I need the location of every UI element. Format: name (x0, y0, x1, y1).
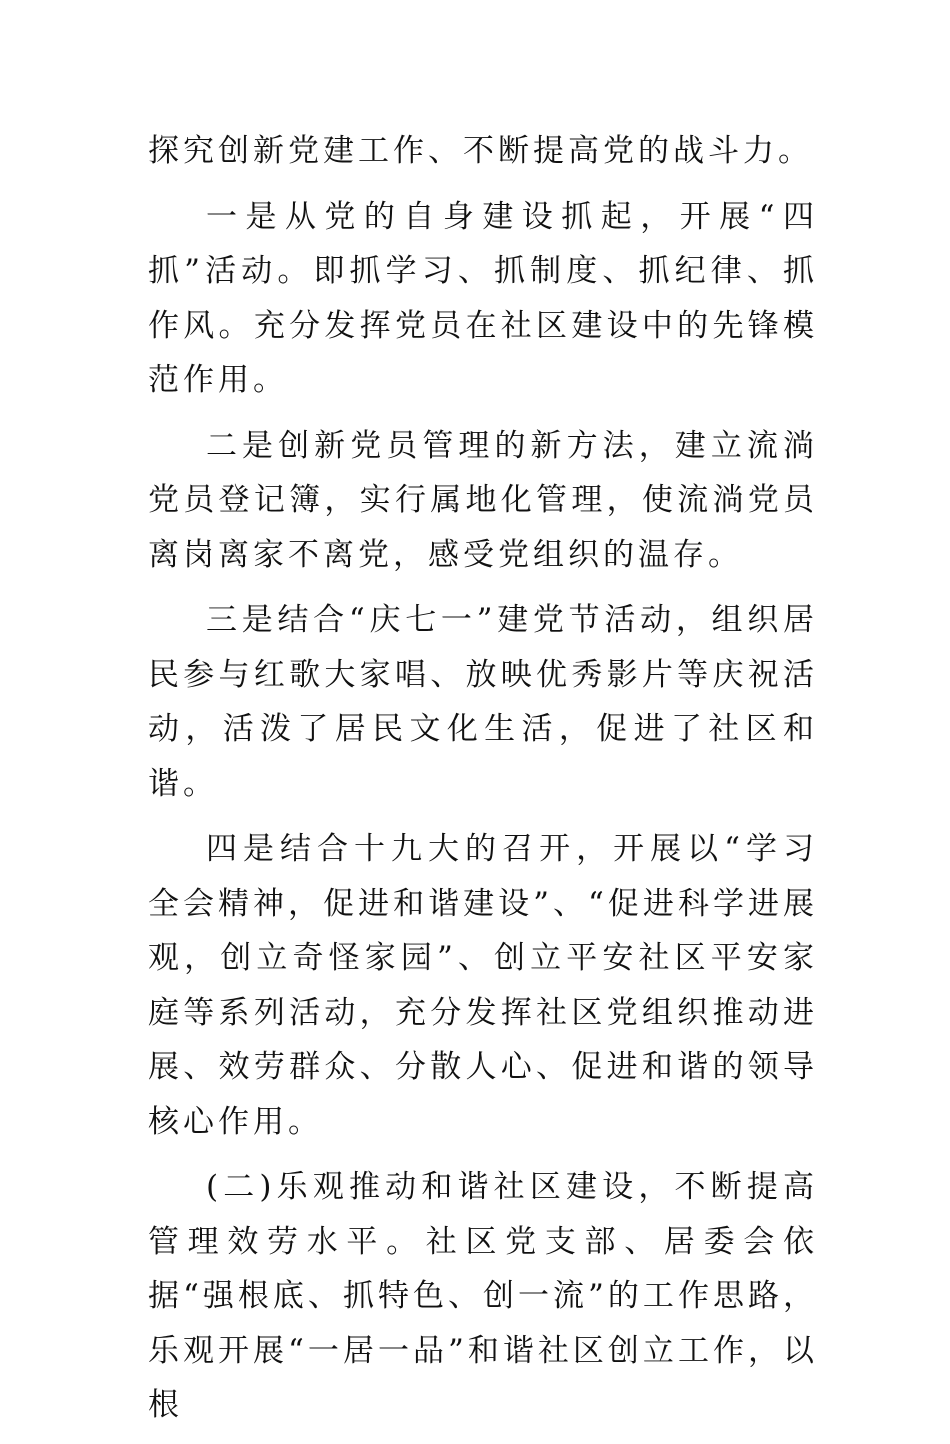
paragraph-continuation: 探究创新党建工作、不断提高党的战斗力。 (148, 133, 813, 169)
document-body (148, 124, 818, 1444)
paragraph-point-two: 二是创新党员管理的新方法，建立流淌党员登记簿，实行属地化管理，使流淌党员离岗离家不离党，感受党组织的温存。 (148, 427, 818, 573)
paragraph-point-one: 一是从党的自身建设抓起，开展“四抓”活动。即抓学习、抓制度、抓纪律、抓作风。充分发挥党员在社区建设中的先锋模范作用。 (148, 198, 818, 398)
paragraph-section-two: (二)乐观推动和谐社区建设，不断提高管理效劳水平。社区党支部、居委会依据“强根底、抓特色、创一流”的工作思路，乐观开展“一居一品”和谐社区创立工作，以根 (148, 1169, 818, 1423)
paragraph-point-four: 四是结合十九大的召开，开展以“学习全会精神，促进和谐建设”、“促进科学进展观，创立奇怪家园”、创立平安社区平安家庭等系列活动，充分发挥社区党组织推动进展、效劳群众、分散人心、促进和谐的领导核心作用。 (148, 831, 818, 1140)
paragraph-point-three: 三是结合“庆七一”建党节活动，组织居民参与红歌大家唱、放映优秀影片等庆祝活动，活泼了居民文化生活，促进了社区和谐。 (148, 602, 818, 802)
